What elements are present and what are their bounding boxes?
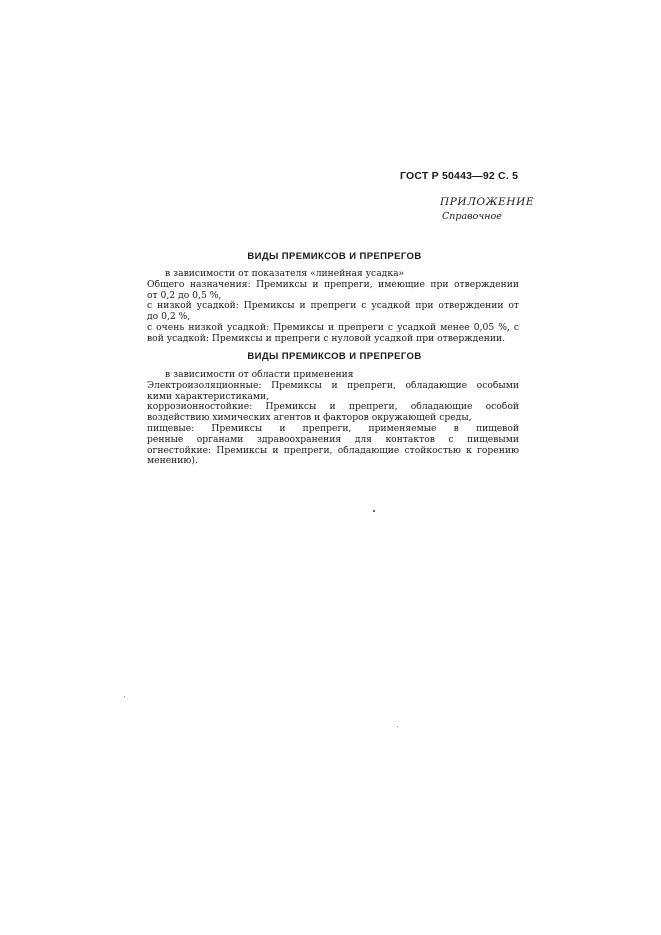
appendix-title: ПРИЛОЖЕНИЕ [440,196,535,208]
section-2-line: коррозионностойкие: Премиксы и препреги, обладающие особой [147,402,519,413]
section-2-line: пищевые: Премиксы и препреги, применяемые в пищевой [147,423,519,434]
section-2-line: огнестойкие: Премиксы и препреги, обладающие стойкостью к горению [147,445,519,456]
section-2-line: в зависимости от области применения [165,369,354,380]
section-1-line: Общего назначения: Премиксы и препреги, имеющие при отверждении [147,279,519,290]
section-2-line: менению). [147,455,198,467]
section-1-line: до 0,2 %, [147,311,191,323]
standard-code: ГОСТ Р 50443—92 С. 5 [400,170,519,182]
scan-speck [124,696,125,697]
section-2-line: кими характеристиками, [147,390,270,402]
section-1-body [147,269,519,345]
section-2-line: воздействию химических агентов и факторов окружающей среды, [147,412,472,424]
section-1-line: от 0,2 до 0,5 %, [147,289,222,301]
section-2-title: ВИДЫ ПРЕМИКСОВ И ПРЕПРЕГОВ [247,351,422,362]
section-2-body [147,370,519,467]
section-2-line: ренные органами здравоохранения для контактов с пищевыми [147,434,519,445]
section-1-line: вой усадкой: Премиксы и препреги с нуловой усадкой при отверждении. [147,332,506,344]
appendix-subtitle: Справочное [442,211,502,222]
section-1-line: в зависимости от показателя «линейная усадка» [165,268,405,279]
section-1-line: с очень низкой усадкой: Премиксы и препреги с усадкой менее 0,05 %, с [147,322,519,333]
scan-speck [397,726,398,727]
scan-speck [373,510,375,512]
section-2-line: Электроизоляционные: Премиксы и препреги, обладающие особыми [147,380,519,391]
section-1-line: с низкой усадкой: Премиксы и препреги с усадкой при отверждении от [147,301,519,312]
section-1-title: ВИДЫ ПРЕМИКСОВ И ПРЕПРЕГОВ [247,251,422,262]
